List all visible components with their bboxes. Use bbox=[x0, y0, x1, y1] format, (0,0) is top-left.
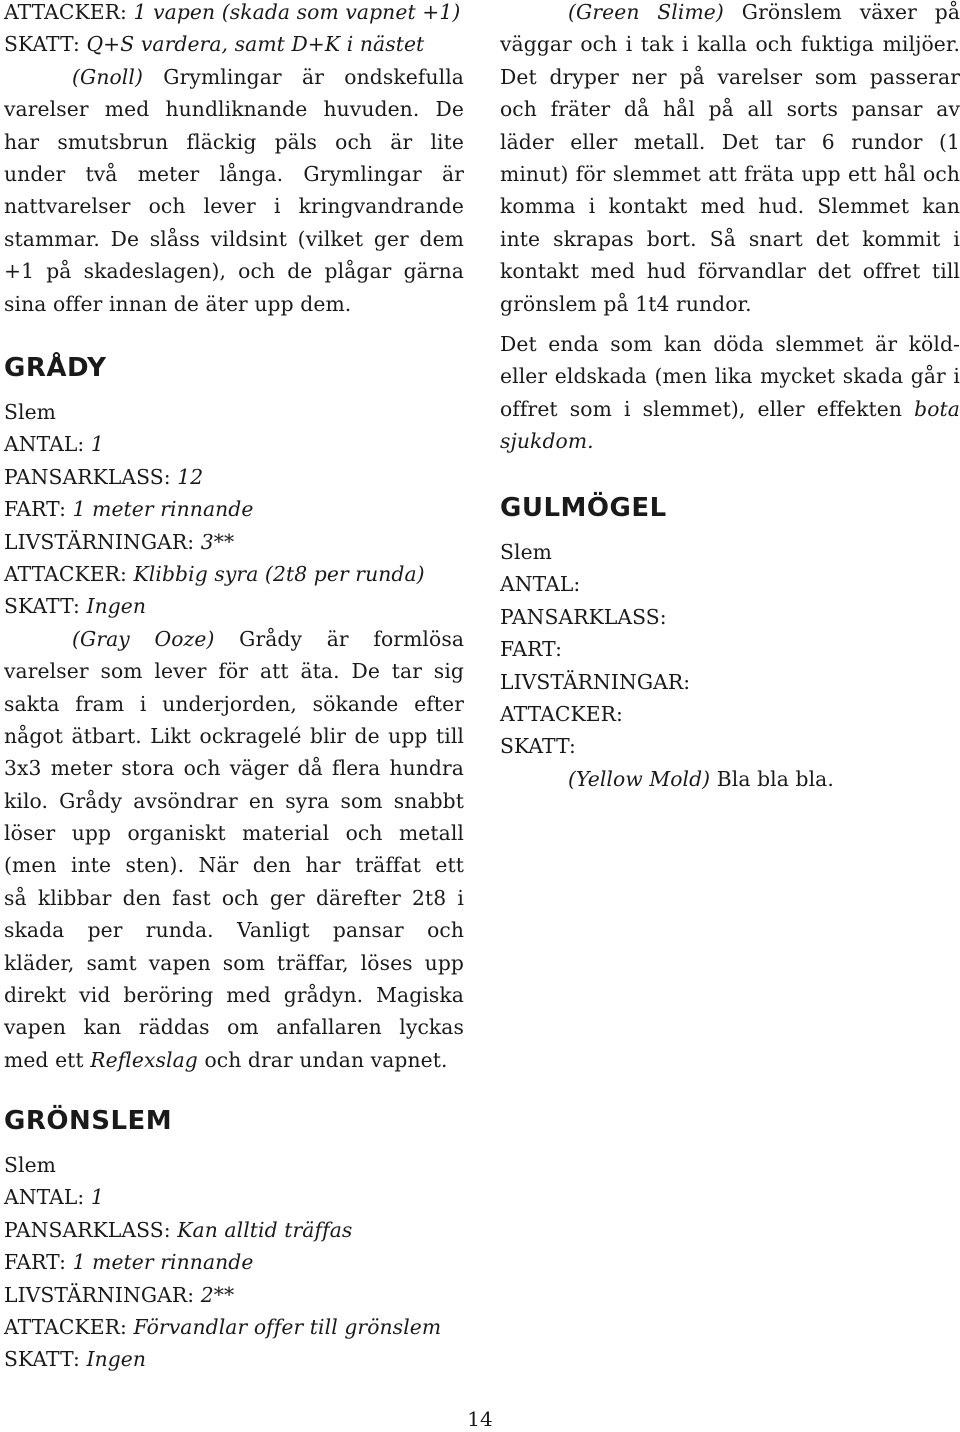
stat-row-attacker bbox=[4, 0, 464, 28]
green-slime-desc-line: Det dryper ner på varelser som passerar bbox=[500, 64, 960, 89]
stat-row: FART: 1 meter rinnande bbox=[4, 497, 254, 522]
stat-row: ANTAL: 1 bbox=[4, 432, 104, 457]
stat-row: ATTACKER: bbox=[500, 701, 623, 726]
grady-english-name: (Gray Ooze) bbox=[72, 626, 215, 651]
section-heading-gulmogel: GULMÖGEL bbox=[500, 493, 667, 523]
green-slime-desc-line: grönslem på 1t4 rundor. bbox=[500, 291, 752, 316]
green-slime-desc-line: inte skrapas bort. Så snart det kommit i bbox=[500, 226, 960, 251]
stat-row: SKATT: Ingen bbox=[4, 594, 147, 619]
page-number: 14 bbox=[467, 1407, 493, 1431]
stat-row: SKATT: bbox=[500, 734, 576, 759]
green-slime-desc-line: och fräter då hål på all sorts pansar av bbox=[500, 97, 960, 122]
section-heading-grady: GRÅDY bbox=[4, 353, 107, 383]
grady-desc-line: så klibbar den fast och ger därefter 2t8 i bbox=[4, 885, 464, 910]
green-slime-desc-line: komma i kontakt med hud. Slemmet kan bbox=[500, 194, 960, 219]
stat-row: LIVSTÄRNINGAR: bbox=[500, 669, 691, 694]
gulmogel-english-name: (Yellow Mold) bbox=[568, 766, 711, 791]
stat-row-skatt bbox=[4, 28, 464, 60]
gnoll-desc-line: +1 på skadeslagen), och de plågar gärna bbox=[4, 259, 464, 284]
gnoll-desc-line: (Gnoll) Grymlingar är ondskefulla bbox=[72, 64, 464, 89]
gnoll-desc-line: under två meter långa. Grymlingar är bbox=[4, 161, 464, 186]
grady-desc-line: kilo. Grådy avsöndrar en syra som snabbt bbox=[4, 788, 464, 813]
gulmogel-desc-line: (Yellow Mold) Bla bla bla. bbox=[568, 766, 834, 791]
stat-row: FART: 1 meter rinnande bbox=[4, 1250, 254, 1275]
green-slime-desc bbox=[500, 0, 960, 320]
stat-row: ATTACKER: Förvandlar offer till grönslem bbox=[4, 1314, 442, 1339]
green-slime-desc-line: väggar och i tak i kalla och fuktiga miljöer. bbox=[500, 32, 960, 57]
grady-desc-line: löser upp organiskt material och metall bbox=[4, 821, 464, 846]
grady-desc-line: vapen kan räddas om anfallaren lyckas bbox=[4, 1015, 464, 1040]
stat-row: LIVSTÄRNINGAR: 2** bbox=[4, 1282, 235, 1307]
stat-row: ANTAL: 1 bbox=[4, 1185, 104, 1210]
green-slime-desc-line: läder eller metall. Det tar 6 rundor (1 bbox=[500, 129, 960, 154]
grady-desc-line: med ett Reflexslag och drar undan vapnet. bbox=[4, 1047, 448, 1072]
stat-value: Q+S vardera, samt D+K i nästet bbox=[86, 32, 425, 57]
creature-type: Slem bbox=[4, 400, 57, 424]
green-slime-p2-line: offret som i slemmet), eller effekten bota bbox=[500, 396, 960, 421]
grady-desc-line: varelser som lever för att äta. De tar sig bbox=[4, 659, 464, 684]
gnoll-english-name: (Gnoll) bbox=[72, 64, 143, 89]
reflexslag-term: Reflexslag bbox=[90, 1047, 198, 1072]
stat-label: SKATT: bbox=[4, 32, 80, 57]
green-slime-p2-line: sjukdom. bbox=[500, 429, 594, 454]
grady-desc-line: direkt vid beröring med grådyn. Magiska bbox=[4, 983, 464, 1008]
stat-value: 1 vapen (skada som vapnet +1) bbox=[133, 0, 461, 24]
gulmogel-entry bbox=[500, 536, 960, 795]
green-slime-english-name: (Green Slime) bbox=[568, 0, 724, 24]
grady-desc-line: något ätbart. Likt ockragelé blir de upp till bbox=[4, 723, 464, 748]
grady-desc-line: (Gray Ooze) Grådy är formlösa bbox=[72, 626, 464, 651]
stat-row: ATTACKER: Klibbig syra (2t8 per runda) bbox=[4, 561, 425, 586]
stat-row: PANSARKLASS: bbox=[500, 604, 667, 629]
stat-row: PANSARKLASS: Kan alltid träffas bbox=[4, 1217, 353, 1242]
gnoll-desc-line: har smutsbrun fläckig päls och är lite bbox=[4, 129, 464, 154]
stat-label: ATTACKER: bbox=[4, 0, 127, 24]
stat-row: FART: bbox=[500, 637, 563, 662]
stat-row: PANSARKLASS: 12 bbox=[4, 464, 204, 489]
green-slime-desc-line: minut) för slemmet att fräta upp ett hål och bbox=[500, 161, 960, 186]
stat-row: SKATT: Ingen bbox=[4, 1347, 147, 1372]
gnoll-desc-line: nattvarelser och lever i kringvandrande bbox=[4, 194, 464, 219]
gnoll-desc-line: varelser med hundliknande huvuden. De bbox=[4, 97, 464, 122]
grady-desc-line: kläder, samt vapen som träffar, löses upp bbox=[4, 950, 464, 975]
green-slime-desc-line: kontakt med hud förvandlar det offret till bbox=[500, 259, 960, 284]
green-slime-p2-line: eller eldskada (men lika mycket skada går i bbox=[500, 364, 960, 389]
section-heading-gronslem: GRÖNSLEM bbox=[4, 1106, 173, 1136]
gnoll-stats-tail bbox=[4, 0, 464, 320]
creature-type: Slem bbox=[4, 1153, 57, 1177]
creature-type: Slem bbox=[500, 540, 553, 564]
gnoll-desc-line: stammar. De slåss vildsint (vilket ger dem bbox=[4, 226, 464, 251]
gronslem-entry bbox=[4, 1149, 464, 1376]
stat-row: LIVSTÄRNINGAR: 3** bbox=[4, 529, 235, 554]
gnoll-desc-line: sina offer innan de äter upp dem. bbox=[4, 291, 352, 316]
grady-desc-line: 3x3 meter stora och väger då flera hundra bbox=[4, 756, 464, 781]
green-slime-paragraph-2 bbox=[500, 328, 960, 458]
green-slime-desc-line: (Green Slime) Grönslem växer på bbox=[568, 0, 960, 24]
grady-desc-line: sakta fram i underjorden, sökande efter bbox=[4, 691, 464, 716]
green-slime-p2-line: Det enda som kan döda slemmet är köld- bbox=[500, 332, 960, 356]
stat-row: ANTAL: bbox=[500, 572, 581, 597]
grady-entry bbox=[4, 396, 464, 1076]
grady-desc-line: (men inte sten). När den har träffat ett bbox=[4, 853, 464, 878]
grady-desc-line: skada per runda. Vanligt pansar och bbox=[4, 918, 464, 943]
